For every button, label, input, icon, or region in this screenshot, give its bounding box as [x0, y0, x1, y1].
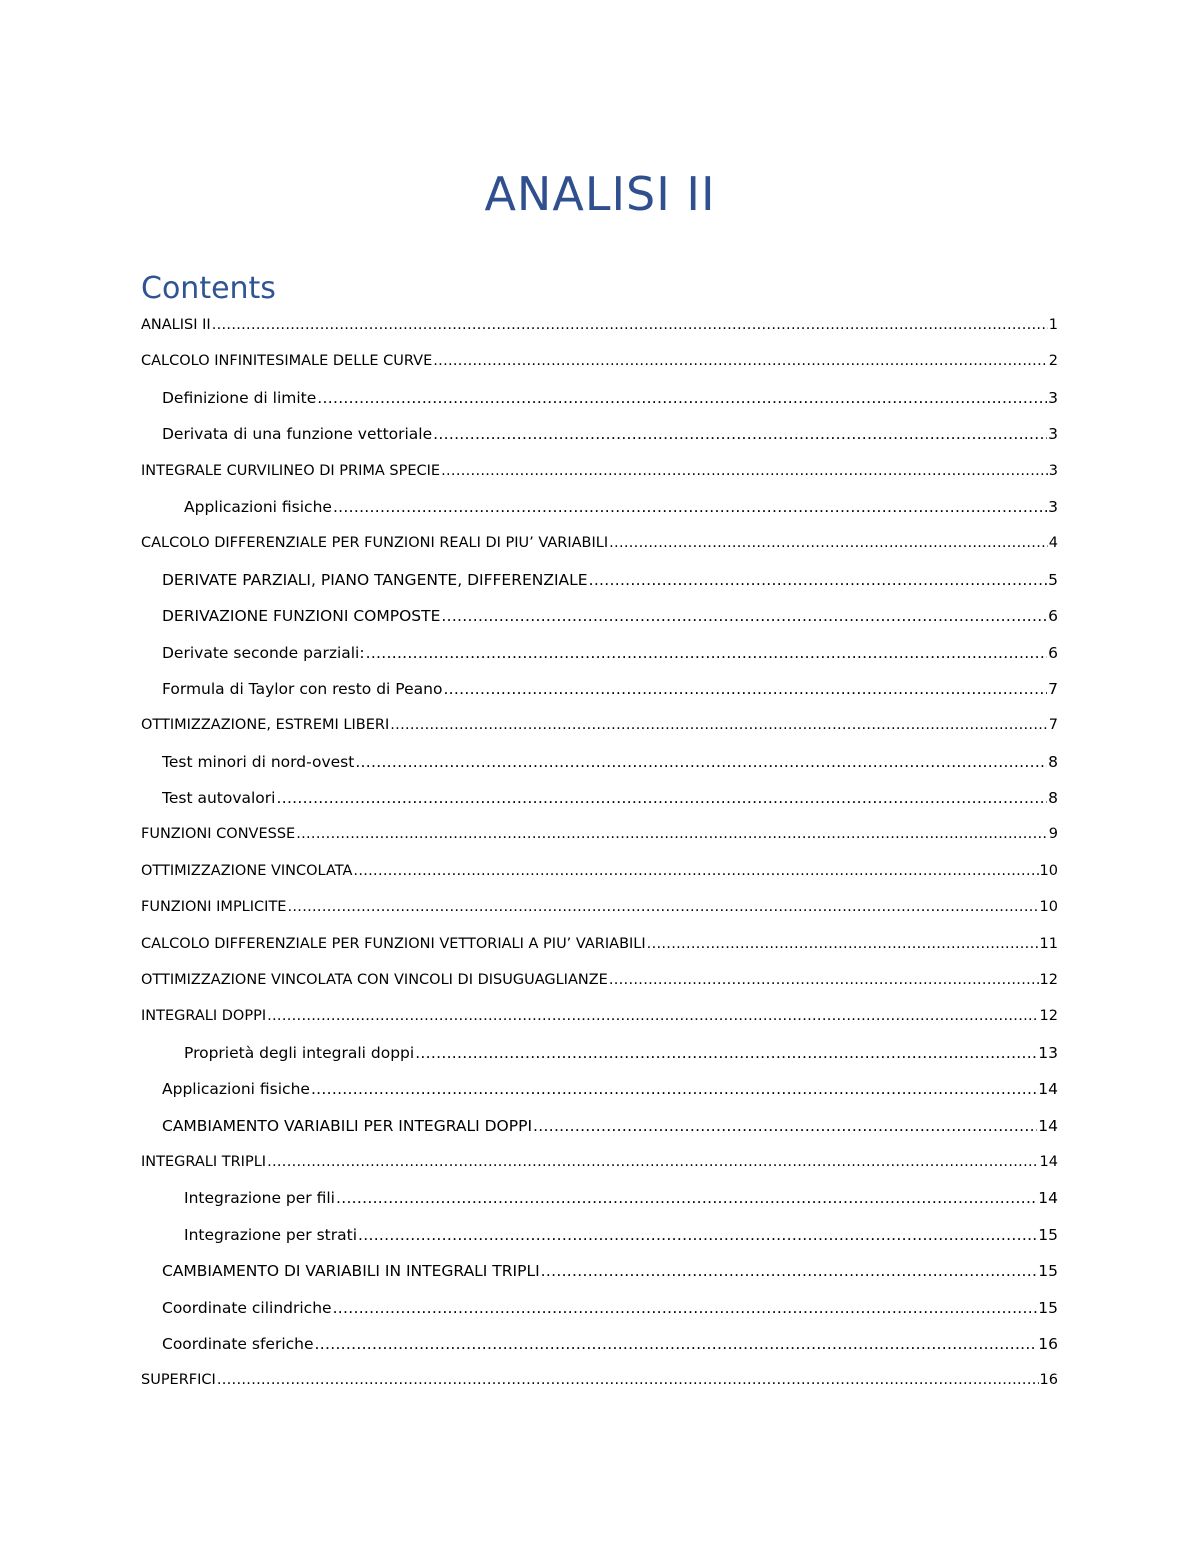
- toc-entry[interactable]: [141, 889, 1058, 925]
- toc-entry-title[interactable]: CALCOLO DIFFERENZIALE PER FUNZIONI VETTORIALI A PIU’ VARIABILI: [141, 935, 646, 952]
- toc-dot-leader: [287, 889, 1038, 925]
- toc-entry[interactable]: [141, 744, 1058, 780]
- toc-page-number[interactable]: 5: [1048, 570, 1058, 589]
- toc-dot-leader: [441, 598, 1047, 634]
- toc-entry[interactable]: [141, 998, 1058, 1034]
- toc-entry[interactable]: [141, 598, 1058, 634]
- toc-entry[interactable]: [141, 962, 1058, 998]
- toc-entry-title[interactable]: OTTIMIZZAZIONE, ESTREMI LIBERI: [141, 717, 390, 734]
- toc-heading: Contents: [141, 271, 276, 306]
- toc-page-number[interactable]: 15: [1038, 1298, 1058, 1317]
- toc-dot-leader: [415, 1035, 1037, 1071]
- toc-entry[interactable]: [141, 707, 1058, 743]
- toc-entry-title[interactable]: Derivata di una funzione vettoriale: [162, 425, 433, 444]
- toc-entry[interactable]: [141, 1071, 1058, 1107]
- toc-page-number[interactable]: 3: [1048, 388, 1058, 407]
- document-title: ANALISI II: [484, 167, 716, 221]
- toc-entry-title[interactable]: Applicazioni fisiche: [162, 1080, 310, 1099]
- toc-entry-title[interactable]: ANALISI II: [141, 317, 211, 333]
- toc-dot-leader: [311, 1071, 1037, 1107]
- toc-page-number[interactable]: 11: [1039, 935, 1058, 952]
- toc-dot-leader: [212, 307, 1048, 343]
- toc-page-number[interactable]: 7: [1048, 679, 1058, 698]
- toc-entry-title[interactable]: INTEGRALI TRIPLI: [141, 1153, 267, 1170]
- toc-entry[interactable]: [141, 816, 1058, 852]
- toc-page-number[interactable]: 7: [1048, 717, 1058, 734]
- toc-dot-leader: [353, 853, 1038, 889]
- toc-dot-leader: [609, 962, 1039, 998]
- toc-page-number[interactable]: 3: [1048, 497, 1058, 516]
- toc-page-number[interactable]: 15: [1038, 1225, 1058, 1244]
- toc-entry-title[interactable]: Coordinate sferiche: [162, 1334, 314, 1353]
- toc-dot-leader: [355, 744, 1047, 780]
- toc-entry-title[interactable]: Definizione di limite: [162, 388, 317, 407]
- toc-dot-leader: [217, 1362, 1039, 1398]
- toc-entry[interactable]: [141, 307, 1058, 343]
- toc-dot-leader: [336, 1180, 1037, 1216]
- toc-entry[interactable]: [141, 1253, 1058, 1289]
- toc-entry-title[interactable]: Derivate seconde parziali:: [162, 643, 365, 662]
- toc-entry[interactable]: [141, 635, 1058, 671]
- toc-entry-title[interactable]: Test autovalori: [162, 789, 276, 808]
- toc-page-number[interactable]: 16: [1039, 1372, 1058, 1389]
- toc-entry-title[interactable]: SUPERFICI: [141, 1372, 216, 1389]
- toc-dot-leader: [317, 380, 1047, 416]
- toc-entry-title[interactable]: CALCOLO INFINITESIMALE DELLE CURVE: [141, 353, 433, 370]
- toc-entry-title[interactable]: CALCOLO DIFFERENZIALE PER FUNZIONI REALI DI PIU’ VARIABILI: [141, 535, 609, 552]
- toc-entry[interactable]: [141, 1217, 1058, 1253]
- toc-entry-title[interactable]: Proprietà degli integrali doppi: [184, 1043, 415, 1062]
- toc-page-number[interactable]: 1: [1048, 317, 1058, 333]
- toc-page-number[interactable]: 14: [1038, 1189, 1058, 1208]
- toc-page-number[interactable]: 3: [1048, 425, 1058, 444]
- toc-entry[interactable]: [141, 343, 1058, 379]
- toc-page-number[interactable]: 3: [1048, 462, 1058, 479]
- toc-dot-leader: [276, 780, 1047, 816]
- toc-entry-title[interactable]: Test minori di nord-ovest: [162, 752, 355, 771]
- toc-entry[interactable]: [141, 489, 1058, 525]
- toc-entry-title[interactable]: Applicazioni fisiche: [184, 497, 332, 516]
- toc-dot-leader: [333, 489, 1047, 525]
- toc-entry[interactable]: [141, 562, 1058, 598]
- toc-entry-title[interactable]: INTEGRALE CURVILINEO DI PRIMA SPECIE: [141, 462, 441, 479]
- toc-entry[interactable]: [141, 380, 1058, 416]
- toc-entry[interactable]: [141, 1180, 1058, 1216]
- toc-page-number[interactable]: 15: [1038, 1262, 1058, 1281]
- toc-page-number[interactable]: 16: [1038, 1334, 1058, 1353]
- toc-entry-title[interactable]: Integrazione per strati: [184, 1225, 358, 1244]
- toc-entry[interactable]: [141, 853, 1058, 889]
- toc-entry[interactable]: [141, 1362, 1058, 1398]
- toc-dot-leader: [433, 416, 1047, 452]
- toc-page-number[interactable]: 4: [1048, 535, 1058, 552]
- toc-entry[interactable]: [141, 1326, 1058, 1362]
- toc-dot-leader: [267, 1144, 1038, 1180]
- toc-page-number[interactable]: 14: [1038, 1080, 1058, 1099]
- toc-dot-leader: [390, 707, 1048, 743]
- toc-entry-title[interactable]: OTTIMIZZAZIONE VINCOLATA CON VINCOLI DI DISUGUAGLIANZE: [141, 972, 608, 989]
- toc-entry-title[interactable]: Formula di Taylor con resto di Peano: [162, 679, 443, 698]
- toc-page-number[interactable]: 12: [1039, 972, 1058, 989]
- toc-dot-leader: [533, 1108, 1037, 1144]
- toc-dot-leader: [333, 1290, 1038, 1326]
- toc-page-number[interactable]: 8: [1048, 752, 1058, 771]
- toc-entry-title[interactable]: FUNZIONI IMPLICITE: [141, 899, 287, 916]
- toc-dot-leader: [358, 1217, 1037, 1253]
- toc-entry-title[interactable]: CAMBIAMENTO DI VARIABILI IN INTEGRALI TRIPLI: [162, 1262, 540, 1281]
- toc-page-number[interactable]: 10: [1039, 899, 1058, 916]
- toc-entry[interactable]: [141, 1108, 1058, 1144]
- toc-dot-leader: [296, 816, 1048, 852]
- toc-entry[interactable]: [141, 926, 1058, 962]
- toc-page-number[interactable]: 10: [1039, 862, 1058, 879]
- toc-dot-leader: [366, 635, 1048, 671]
- toc-dot-leader: [589, 562, 1048, 598]
- toc-dot-leader: [315, 1326, 1038, 1362]
- toc-dot-leader: [541, 1253, 1038, 1289]
- toc-page-number[interactable]: 8: [1048, 789, 1058, 808]
- toc-entry-title[interactable]: OTTIMIZZAZIONE VINCOLATA: [141, 862, 353, 879]
- toc-page-number[interactable]: 14: [1038, 1116, 1058, 1135]
- toc-entry-title[interactable]: DERIVATE PARZIALI, PIANO TANGENTE, DIFFERENZIALE: [162, 570, 588, 589]
- toc-page-number[interactable]: 2: [1048, 353, 1058, 370]
- toc-entry[interactable]: [141, 1290, 1058, 1326]
- toc-page-number[interactable]: 6: [1048, 643, 1058, 662]
- toc-entry[interactable]: [141, 525, 1058, 561]
- toc-page-number[interactable]: 14: [1039, 1153, 1058, 1170]
- toc-dot-leader: [609, 525, 1048, 561]
- toc-dot-leader: [441, 453, 1048, 489]
- toc-dot-leader: [443, 671, 1047, 707]
- toc-entry-title[interactable]: FUNZIONI CONVESSE: [141, 826, 296, 843]
- toc-entry[interactable]: [141, 1144, 1058, 1180]
- toc-page-number[interactable]: 6: [1048, 607, 1058, 626]
- toc-dot-leader: [267, 998, 1038, 1034]
- toc-entry-title[interactable]: Integrazione per fili: [184, 1189, 335, 1208]
- toc-page-number[interactable]: 9: [1048, 826, 1058, 843]
- toc-entry-title[interactable]: INTEGRALI DOPPI: [141, 1008, 267, 1025]
- toc-entry[interactable]: [141, 416, 1058, 452]
- toc-page-number[interactable]: 12: [1039, 1008, 1058, 1025]
- toc-entry[interactable]: [141, 671, 1058, 707]
- toc-entry-title[interactable]: Coordinate cilindriche: [162, 1298, 332, 1317]
- toc-entry[interactable]: [141, 1035, 1058, 1071]
- toc-page-number[interactable]: 13: [1038, 1043, 1058, 1062]
- toc-entry-title[interactable]: CAMBIAMENTO VARIABILI PER INTEGRALI DOPPI: [162, 1116, 533, 1135]
- toc-dot-leader: [647, 926, 1039, 962]
- toc-entry-title[interactable]: DERIVAZIONE FUNZIONI COMPOSTE: [162, 607, 441, 626]
- toc-entry[interactable]: [141, 453, 1058, 489]
- toc-entry[interactable]: [141, 780, 1058, 816]
- toc-dot-leader: [433, 343, 1048, 379]
- table-of-contents: [141, 307, 1058, 1399]
